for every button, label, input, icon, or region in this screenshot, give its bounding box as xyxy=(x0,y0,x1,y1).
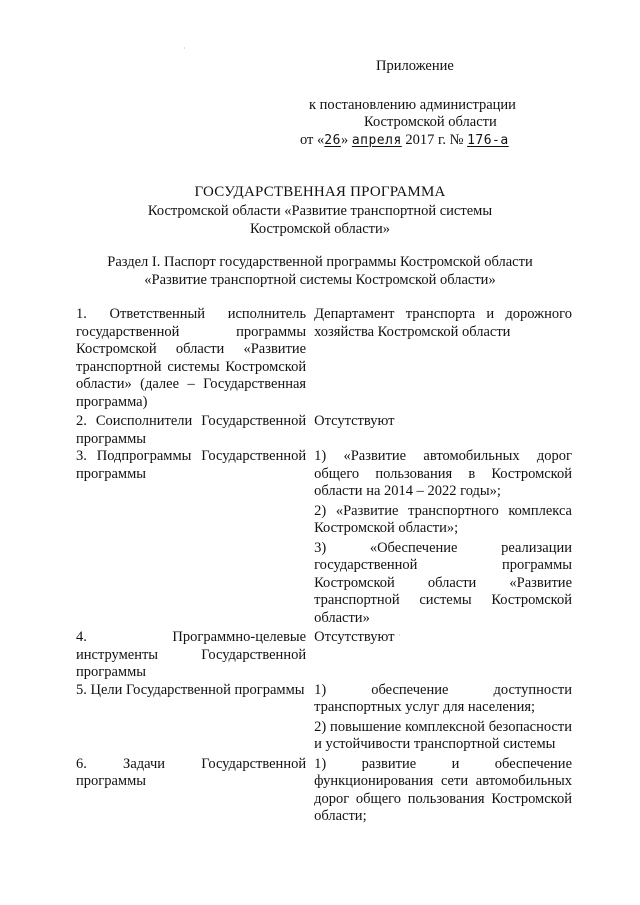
value-item: 2) повышение комплексной безопасности и устойчивости транспортной системы xyxy=(314,718,572,752)
section-heading xyxy=(0,253,640,289)
date-year: 2017 г. № xyxy=(405,132,464,148)
row-value xyxy=(310,629,572,682)
row-value xyxy=(310,411,572,448)
section-heading-line2: «Развитие транспортной системы Костромской области» xyxy=(144,272,496,288)
value-item: 2) «Развитие транспортного комплекса Костромской области»; xyxy=(314,502,572,536)
program-subtitle xyxy=(0,202,640,238)
table-row xyxy=(76,682,572,756)
program-subtitle-line2: Костромской области» xyxy=(249,221,390,237)
section-heading-line1: Раздел I. Паспорт государственной программы Костромской области xyxy=(107,254,533,270)
resolution-reference: к постановлению администрации xyxy=(309,97,516,113)
value-item: Отсутствуют xyxy=(314,413,395,429)
row-label: 5. Цели Государственной программы xyxy=(76,681,305,698)
resolution-date-line xyxy=(300,132,509,149)
row-label: 2. Соисполнители Государственной программы xyxy=(76,413,307,447)
value-item: Отсутствуют xyxy=(314,629,395,645)
row-label: 1. Ответственный исполнитель государственной программы Костромской области «Развитие транспортной системы Костромской области» (далее – Государственная программа) xyxy=(76,306,307,410)
value-item: 3) «Обеспечение реализации государственной программы Костромской области «Развитие транспортной системы Костромской области» xyxy=(314,539,572,626)
table-row xyxy=(76,448,572,629)
row-label: 4. Программно-целевые инструменты Государственной программы xyxy=(76,629,307,680)
row-value xyxy=(310,306,572,411)
row-value xyxy=(310,682,572,756)
region-name: Костромской области xyxy=(364,114,497,130)
program-subtitle-line1: Костромской области «Развитие транспортной системы xyxy=(147,203,493,219)
date-close: » xyxy=(340,132,349,148)
value-item: 1) «Развитие автомобильных дорог общего пользования в Костромской области на 2014 – 2022 годы»; xyxy=(314,448,572,499)
table-row xyxy=(76,756,572,828)
scan-speck: · xyxy=(398,631,401,640)
scan-speck: · xyxy=(183,44,186,53)
row-value xyxy=(310,756,572,828)
row-label: 3. Подпрограммы Государственной программы xyxy=(76,448,307,482)
table-row xyxy=(76,629,572,682)
program-title: ГОСУДАРСТВЕННАЯ ПРОГРАММА xyxy=(194,184,446,200)
row-label: 6. Задачи Государственной программы xyxy=(76,755,307,789)
appendix-label: Приложение xyxy=(376,58,454,74)
date-month: апреля xyxy=(351,133,402,148)
value-item: 1) развитие и обеспечение функционирования сети автомобильных дорог общего пользования Костромской области; xyxy=(314,755,572,824)
resolution-number: 176-а xyxy=(467,133,509,148)
date-day: 26 xyxy=(324,133,341,148)
passport-table xyxy=(76,306,572,828)
table-row xyxy=(76,306,572,411)
row-value xyxy=(310,448,572,629)
value-item: Департамент транспорта и дорожного хозяйства Костромской области xyxy=(314,306,572,340)
table-row xyxy=(76,411,572,448)
value-item: 1) обеспечение доступности транспортных услуг для населения; xyxy=(314,681,572,715)
date-prefix: от « xyxy=(300,132,325,148)
